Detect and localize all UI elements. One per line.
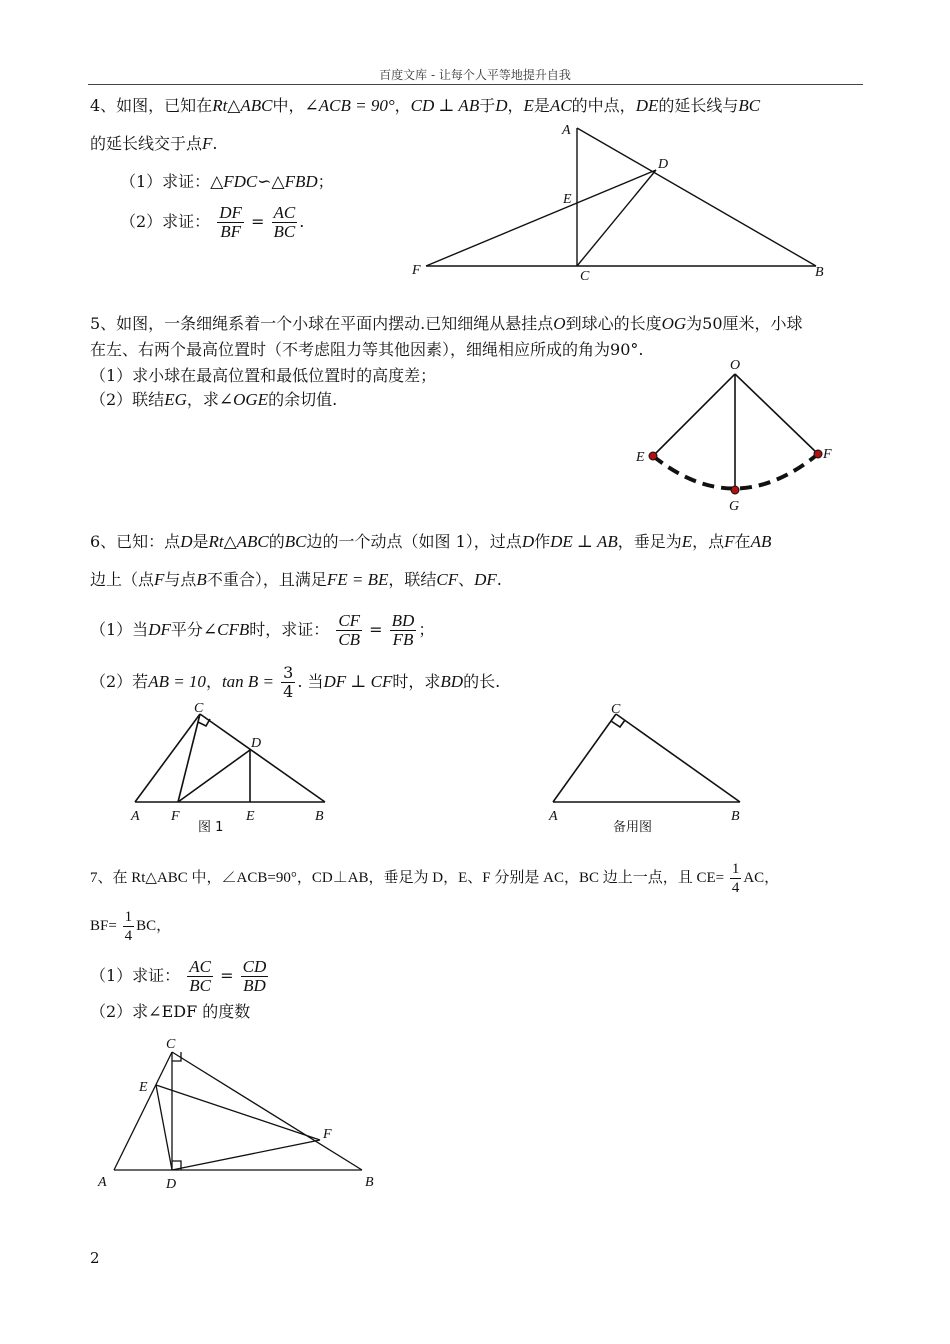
q7-label-a: A [98,1175,107,1190]
q5-string-oe [653,374,735,456]
q4-label-d: D [658,157,669,172]
q4-fraction-right: $\frac{AC}{BC}$ [273,203,296,241]
q7-line1: 7、在 Rt△ABC 中，∠ACB=90°，CD⊥AB，垂足为 D，E、F 分别是 AC，BC 边上一点，且 CE= $\frac{1}{4}$ AC， [90,861,780,896]
q4-figure [400,118,850,288]
q6-f1-ac [135,714,200,802]
q6-f2-right-angle [611,720,625,727]
q6-f2-ac [553,714,616,802]
q6-figure1 [120,700,350,840]
q6-tan-fraction: $\frac{3}{4}$ [283,663,294,701]
q6-f2-label-b: B [731,809,740,824]
q6-f1-label-e: E [246,809,255,824]
q7-label-e: E [139,1080,148,1095]
page-header: 百度文库 - 让每个人平等地提升自我 [379,68,571,82]
q5-ball-f [814,450,822,458]
q6-fraction-right: $\frac{BD}{FB}$ [391,611,415,649]
q4-label-f: F [412,263,421,278]
q4-line2: 的延长线交于点F. [90,134,218,153]
page-number: 2 [90,1249,100,1267]
q5-label-g: G [729,499,740,514]
q6-figure1-caption: 图 1 [198,820,224,835]
q7-segment-ed [156,1085,172,1170]
q6-figure2-caption: 备用图 [613,820,653,835]
q6-f2-label-c: C [611,702,621,717]
q4-label-e: E [563,192,572,207]
q4-fraction-left: $\frac{DF}{BF}$ [219,203,242,241]
q7-part2: （2）求∠EDF 的度数 [90,1002,251,1021]
q4-label-a: A [562,123,571,138]
q5-line2: 在左、右两个最高位置时（不考虑阻力等其他因素），细绳相应所成的角为90°. [90,340,644,359]
q6-figure2 [540,700,760,840]
q7-segment-df [172,1140,320,1170]
q7-segment-ac [114,1052,172,1170]
q5-string-of [735,374,818,454]
q6-line1: 6、已知：点D是Rt△ABC的BC边的一个动点（如图 1），过点D作DE ⊥ AB，垂足为E，点F在AB [90,532,772,551]
q6-f1-label-a: A [131,809,140,824]
header-divider [88,84,863,85]
q7-label-c: C [166,1037,176,1052]
q7-segment-cb [172,1052,362,1170]
q6-line2: 边上（点F与点B不重合），且满足FE = BE，联结CF、DF. [90,570,502,589]
q7-bf-fraction: $\frac{1}{4}$ [124,909,133,944]
q4-line1: 4、如图，已知在Rt△ABC中，∠ACB = 90°，CD ⊥ AB于D，E是AC的中点，DE的延长线与BC [90,96,761,115]
q6-part1: （1）当DF平分∠CFB时，求证： $\frac{CF}{CB}$ = $\frac{BD}{FB}$ ； [90,611,435,649]
q6-part2: （2）若AB = 10，tan B = $\frac{3}{4}$ . 当DF ⊥ CF时，求BD的长. [90,663,501,701]
q7-figure [90,1028,390,1198]
q6-f1-label-b: B [315,809,324,824]
q5-part1: （1）求小球在最高位置和最低位置时的高度差； [90,366,437,385]
q4-part2: （2）求证： $\frac{DF}{BF}$ = $\frac{AC}{BC}$ . [120,203,305,241]
q5-part2: （2）联结EG，求∠OGE的余切值. [90,390,338,409]
q5-line1: 5、如图，一条细绳系着一个小球在平面内摆动.已知细绳从悬挂点O到球心的长度OG为50厘米，小球 [90,314,803,333]
q7-label-f: F [323,1127,332,1142]
q6-fraction-left: $\frac{CF}{CB}$ [338,611,361,649]
q7-fraction-right: $\frac{CD}{BD}$ [242,957,267,995]
q6-f2-cb [616,714,740,802]
q7-line2: BF= $\frac{1}{4}$ BC， [90,909,172,944]
q7-ce-fraction: $\frac{1}{4}$ [731,861,740,896]
q5-label-f: F [823,447,832,462]
q5-figure [620,352,850,517]
q7-part1: （1）求证： $\frac{AC}{BC}$ = $\frac{CD}{BD}$ [90,957,267,995]
q4-label-c: C [580,269,590,284]
q4-segment-ab [577,128,816,266]
q6-f2-label-a: A [549,809,558,824]
q7-label-b: B [365,1175,374,1190]
q5-ball-g [731,486,739,494]
q4-segment-cd [577,170,656,266]
q4-label-b: B [815,265,824,280]
q4-part1: （1）求证：△FDC∽△FBD； [120,172,334,191]
q6-f1-label-d: D [251,736,262,751]
q5-label-o: O [730,358,741,373]
q7-label-d: D [166,1177,177,1192]
q6-f1-label-f: F [171,809,180,824]
q6-f1-label-c: C [194,701,204,716]
q4-segment-fd [426,170,656,266]
q6-f1-cb [200,714,325,802]
q5-ball-e [649,452,657,460]
q5-label-e: E [636,450,645,465]
q7-fraction-left: $\frac{AC}{BC}$ [189,957,212,995]
